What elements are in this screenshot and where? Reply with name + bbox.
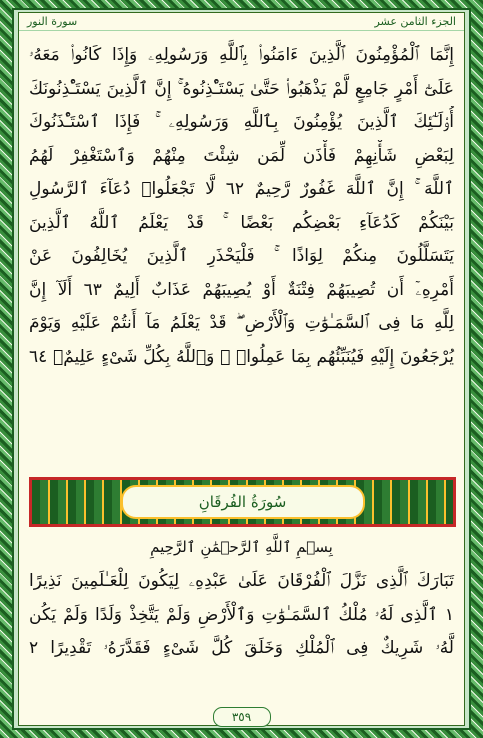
juz-header-label: الجزء الثامن عشر xyxy=(374,15,456,28)
verse-lines-bottom xyxy=(19,565,464,666)
surah-header-label: سورة النور xyxy=(27,15,78,28)
surah-title: سُورَةُ الفُرقَانِ xyxy=(121,485,365,519)
verse-line-13: لَّهُۥ شَرِيكٌ فِى ٱلْمُلْكِ وَخَلَقَ كُلَّ شَىْءٍ فَقَدَّرَهُۥ تَقْدِيرًا ٢ xyxy=(29,638,454,658)
verse-line-12: ١ ٱلَّذِى لَهُۥ مُلْكُ ٱلسَّمَـٰوَٰتِ وَٱلْأَرْضِ وَلَمْ يَتَّخِذْ وَلَدًا وَلَمْ يَكُن xyxy=(29,604,454,625)
basmala: بِسۡمِ ٱللَّهِ ٱلرَّحۡمَٰنِ ٱلرَّحِيمِ xyxy=(150,538,333,556)
verse-line-7: يَتَسَلَّلُونَ مِنكُمْ لِوَاذًا ۚ فَلْيَحْذَرِ ٱلَّذِينَ يُخَالِفُونَ عَنْ xyxy=(29,246,454,266)
surah-title-banner xyxy=(29,477,456,527)
verse-line-5: ٱللَّهَ ۚ إِنَّ ٱللَّهَ غَفُورٌ رَّحِيمٌ ٦٢ لَّا تَجْعَلُوا۟ دُعَآءَ ٱلرَّسُولِ xyxy=(29,179,455,199)
mushaf-page xyxy=(18,12,465,726)
page-header xyxy=(19,13,464,31)
verse-line-6: بَيْنَكُمْ كَدُعَآءِ بَعْضِكُم بَعْضًا ۚ قَدْ يَعْلَمُ ٱللَّهُ ٱلَّذِينَ xyxy=(29,212,454,233)
verse-line-2: عَلَىٰٓ أَمْرٍ جَامِعٍ لَّمْ يَذْهَبُوا۟ حَتَّىٰ يَسْتَـْٔذِنُوهُ ۚ إِنَّ ٱلَّذِينَ يَسْتَـْٔذِنُونَكَ xyxy=(29,78,454,99)
verse-line-8: أَمْرِهِۦٓ أَن تُصِيبَهُمْ فِتْنَةٌ أَوْ يُصِيبَهُمْ عَذَابٌ أَلِيمٌ ٦٣ أَلَآ إِنَّ xyxy=(29,279,454,300)
verse-line-3: أُو۟لَـٰٓئِكَ ٱلَّذِينَ يُؤْمِنُونَ بِٱللَّهِ وَرَسُولِهِۦ ۚ فَإِذَا ٱسْتَـْٔذَنُوكَ xyxy=(29,112,454,132)
verse-line-4: لِبَعْضِ شَأْنِهِمْ فَأْذَن لِّمَن شِئْتَ مِنْهُمْ وَٱسْتَغْفِرْ لَهُمُ xyxy=(29,145,454,166)
verse-line-9: لِلَّهِ مَا فِى ٱلسَّمَـٰوَٰتِ وَٱلْأَرْضِ ۖ قَدْ يَعْلَمُ مَآ أَنتُمْ عَلَيْهِ وَيَوْمَ xyxy=(29,313,454,333)
verse-line-11: تَبَارَكَ ٱلَّذِى نَزَّلَ ٱلْفُرْقَانَ عَلَىٰ عَبْدِهِۦ لِيَكُونَ لِلْعَـٰلَمِينَ نَذِيرًا xyxy=(29,571,454,591)
verse-lines-top xyxy=(19,39,464,374)
verse-line-10: يُرْجَعُونَ إِلَيْهِ فَيُنَبِّئُهُم بِمَا عَمِلُوا۟ ۗ وَٱللَّهُ بِكُلِّ شَىْءٍ عَلِيمٌۢ ٦٤ xyxy=(29,346,454,367)
page-number: ٣٥٩ xyxy=(213,707,271,727)
verse-line-1: إِنَّمَا ٱلْمُؤْمِنُونَ ٱلَّذِينَ ءَامَنُوا۟ بِٱللَّهِ وَرَسُولِهِۦ وَإِذَا كَانُوا۟ مَعَهُۥ xyxy=(29,45,454,65)
